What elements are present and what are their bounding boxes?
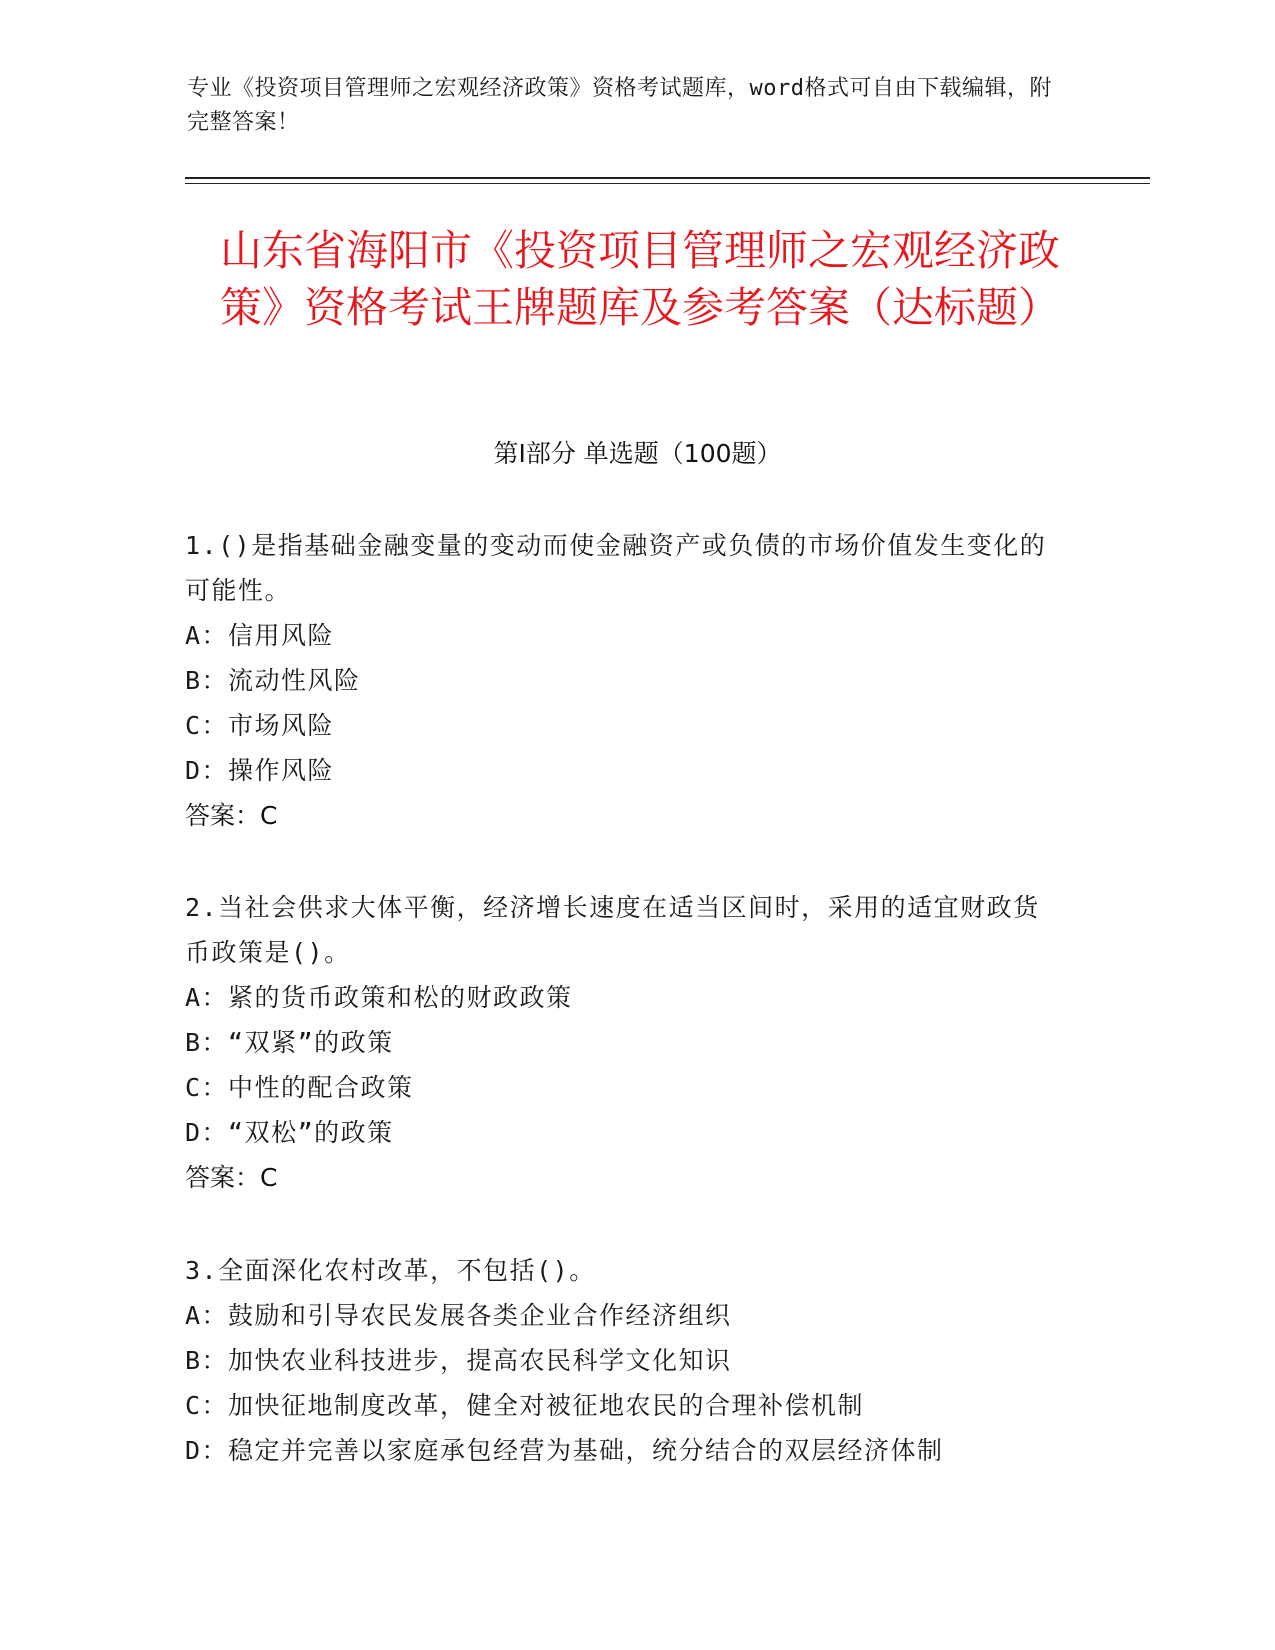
section-title: 第Ⅰ部分 单选题（100题）: [493, 439, 782, 468]
header-divider-thick: [185, 177, 1150, 179]
option-b: B：“双紧”的政策: [185, 1028, 394, 1057]
question-stem: 2.当社会供求大体平衡，经济增长速度在适当区间时，采用的适宜财政货币政策是()。: [185, 893, 1040, 967]
option-a: A：鼓励和引导农民发展各类企业合作经济组织: [185, 1301, 732, 1330]
option-a: A：信用风险: [185, 621, 335, 650]
option-d: D：操作风险: [185, 756, 335, 785]
option-a: A：紧的货币政策和松的财政政策: [185, 983, 573, 1012]
answer-line: 答案：C: [185, 801, 278, 830]
option-d: D：稳定并完善以家庭承包经营为基础，统分结合的双层经济体制: [185, 1436, 944, 1465]
question-2: [185, 885, 1065, 1200]
question-3: [185, 1248, 1065, 1473]
header-divider-thin: [185, 183, 1150, 184]
question-stem: 3.全面深化农村改革，不包括()。: [185, 1256, 596, 1285]
question-stem: 1.()是指基础金融变量的变动而使金融资产或负债的市场价值发生变化的可能性。: [185, 531, 1047, 605]
answer-line: 答案：C: [185, 1163, 278, 1192]
header-note: 专业《投资项目管理师之宏观经济政策》资格考试题库，word格式可自由下载编辑，附完整答案！: [187, 76, 1052, 135]
document-title: 山东省海阳市《投资项目管理师之宏观经济政策》资格考试王牌题库及参考答案（达标题）: [219, 226, 1060, 332]
option-b: B：加快农业科技进步，提高农民科学文化知识: [185, 1346, 732, 1375]
option-c: C：中性的配合政策: [185, 1073, 414, 1102]
option-b: B：流动性风险: [185, 666, 361, 695]
option-d: D：“双松”的政策: [185, 1118, 394, 1147]
option-c: C：加快征地制度改革，健全对被征地农民的合理补偿机制: [185, 1391, 865, 1420]
question-1: [185, 523, 1065, 838]
option-c: C：市场风险: [185, 711, 335, 740]
